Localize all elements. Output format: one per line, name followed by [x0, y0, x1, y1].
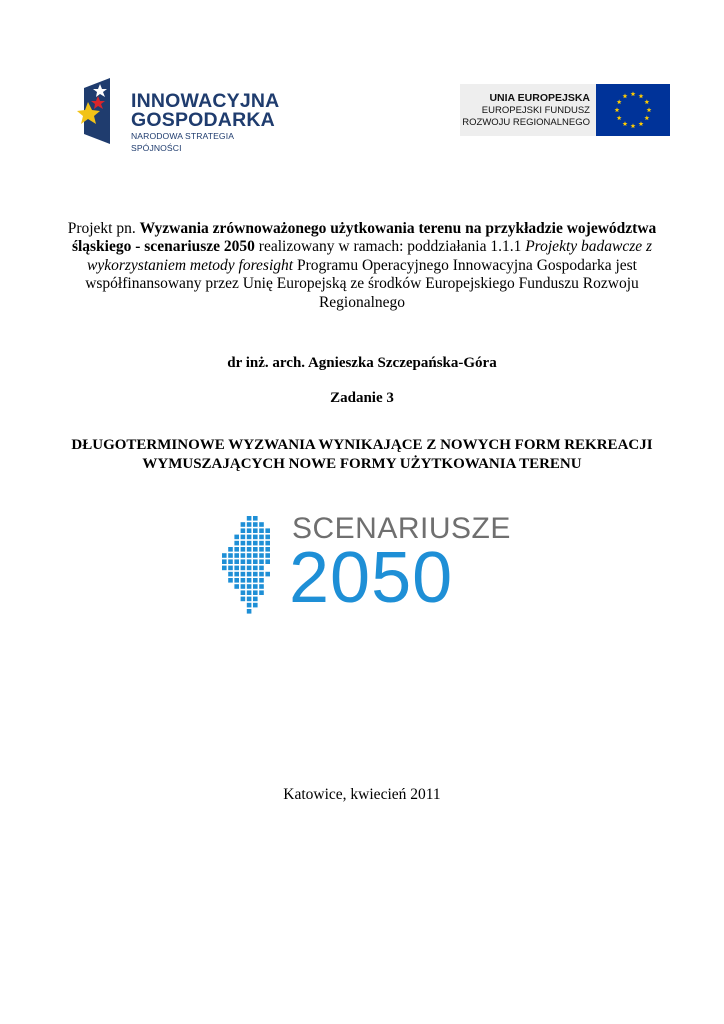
map-pixel	[247, 609, 252, 614]
map-pixel	[247, 516, 252, 521]
map-pixel	[253, 559, 258, 564]
task-label: Zadanie 3	[330, 390, 394, 406]
map-pixel	[241, 590, 246, 595]
map-pixel	[253, 553, 258, 558]
map-pixel	[253, 522, 258, 527]
map-pixel	[241, 578, 246, 583]
map-pixel	[259, 584, 264, 589]
map-pixel	[247, 578, 252, 583]
map-pixel	[228, 578, 233, 583]
eu-flag-icon	[596, 84, 670, 136]
map-pixel	[259, 578, 264, 583]
map-pixel	[259, 572, 264, 577]
map-pixel	[247, 522, 252, 527]
eu-line-1: UNIA EUROPEJSKA	[489, 92, 590, 104]
scenariusze-year: 2050	[289, 538, 454, 618]
map-pixel	[253, 566, 258, 571]
map-pixel	[241, 547, 246, 552]
map-pixel	[265, 547, 270, 552]
map-pixel	[228, 566, 233, 571]
map-pixel	[241, 541, 246, 546]
map-pixel	[222, 566, 227, 571]
map-pixel	[241, 584, 246, 589]
map-pixel	[253, 597, 258, 602]
map-pixel	[241, 522, 246, 527]
eu-line-2: EUROPEJSKI FUNDUSZ	[481, 105, 590, 116]
map-pixel	[228, 572, 233, 577]
map-pixel	[241, 559, 246, 564]
subaction-name: Projekty badawcze z wykorzystaniem metody foresight	[87, 238, 653, 274]
scenariusze-2050-logo	[220, 512, 511, 618]
ig-line-1: INNOWACYJNA	[131, 90, 280, 112]
map-pixel	[247, 541, 252, 546]
intro-realized: realizowany w ramach: poddziałania 1.1.1	[254, 238, 526, 256]
map-pixel	[247, 572, 252, 577]
map-pixel	[265, 559, 270, 564]
map-pixel	[247, 603, 252, 608]
place-and-date: Katowice, kwiecień 2011	[283, 786, 441, 803]
scenariusze-word: SCENARIUSZE	[292, 512, 511, 545]
map-pixel	[253, 547, 258, 552]
map-pixel	[234, 566, 239, 571]
map-pixel	[259, 541, 264, 546]
project-name: Wyzwania zrównoważonego użytkowania terenu na przykładzie województwa śląskiego - scenariusze 2050	[71, 220, 657, 256]
map-pixel	[241, 528, 246, 533]
map-pixel	[259, 535, 264, 540]
author-name: dr inż. arch. Agnieszka Szczepańska-Góra	[227, 355, 497, 371]
map-pixel	[265, 541, 270, 546]
map-pixel	[265, 553, 270, 558]
map-pixel	[259, 559, 264, 564]
ig-line-3: NARODOWA STRATEGIA SPÓJNOŚCI	[131, 131, 234, 153]
map-pixel	[247, 528, 252, 533]
map-pixel	[228, 553, 233, 558]
eu-line-3: ROZWOJU REGIONALNEGO	[462, 117, 590, 128]
map-pixel	[253, 572, 258, 577]
project-description	[60, 220, 664, 312]
map-pixel	[259, 566, 264, 571]
innowacyjna-gospodarka-logo	[74, 78, 284, 153]
map-pixel	[247, 553, 252, 558]
silesia-pixel-map-icon	[220, 515, 290, 615]
map-pixel	[241, 597, 246, 602]
map-pixel	[222, 559, 227, 564]
map-pixel	[253, 590, 258, 595]
intro-funding: Programu Operacyjnego Innowacyjna Gospodarka jest współfinansowany przez Unię Europejską ze środków Europejskiego Funduszu Rozwoju Regionalnego	[85, 256, 639, 311]
map-pixel	[253, 528, 258, 533]
map-pixel	[259, 522, 264, 527]
eu-logo	[460, 84, 670, 136]
map-pixel	[241, 566, 246, 571]
document-title: DŁUGOTERMINOWE WYZWANIA WYNIKAJĄCE Z NOWYCH FORM REKREACJI WYMUSZAJĄCYCH NOWE FORMY UŻYTKOWANIA TERENU	[71, 437, 653, 472]
map-pixel	[259, 553, 264, 558]
intro-prefix: Projekt pn.	[67, 220, 140, 237]
map-pixel	[253, 541, 258, 546]
map-pixel	[259, 590, 264, 595]
map-pixel	[247, 584, 252, 589]
map-pixel	[241, 535, 246, 540]
map-pixel	[222, 553, 227, 558]
map-pixel	[253, 516, 258, 521]
map-pixel	[228, 547, 233, 552]
map-pixel	[241, 553, 246, 558]
map-pixel	[253, 603, 258, 608]
map-pixel	[234, 578, 239, 583]
map-pixel	[259, 547, 264, 552]
map-pixel	[247, 590, 252, 595]
map-pixel	[234, 535, 239, 540]
map-pixel	[247, 597, 252, 602]
map-pixel	[228, 559, 233, 564]
map-pixel	[253, 578, 258, 583]
map-pixel	[247, 559, 252, 564]
map-pixel	[234, 547, 239, 552]
map-pixel	[253, 584, 258, 589]
map-pixel	[234, 572, 239, 577]
ig-line-2: GOSPODARKA	[131, 109, 275, 131]
map-pixel	[265, 535, 270, 540]
ig-emblem-icon	[74, 78, 134, 144]
map-pixel	[234, 559, 239, 564]
map-pixel	[265, 528, 270, 533]
map-pixel	[265, 572, 270, 577]
map-pixel	[234, 584, 239, 589]
map-pixel	[247, 547, 252, 552]
map-pixel	[247, 566, 252, 571]
map-pixel	[234, 553, 239, 558]
map-pixel	[259, 528, 264, 533]
map-pixel	[241, 572, 246, 577]
map-pixel	[234, 541, 239, 546]
map-pixel	[253, 535, 258, 540]
map-pixel	[247, 535, 252, 540]
